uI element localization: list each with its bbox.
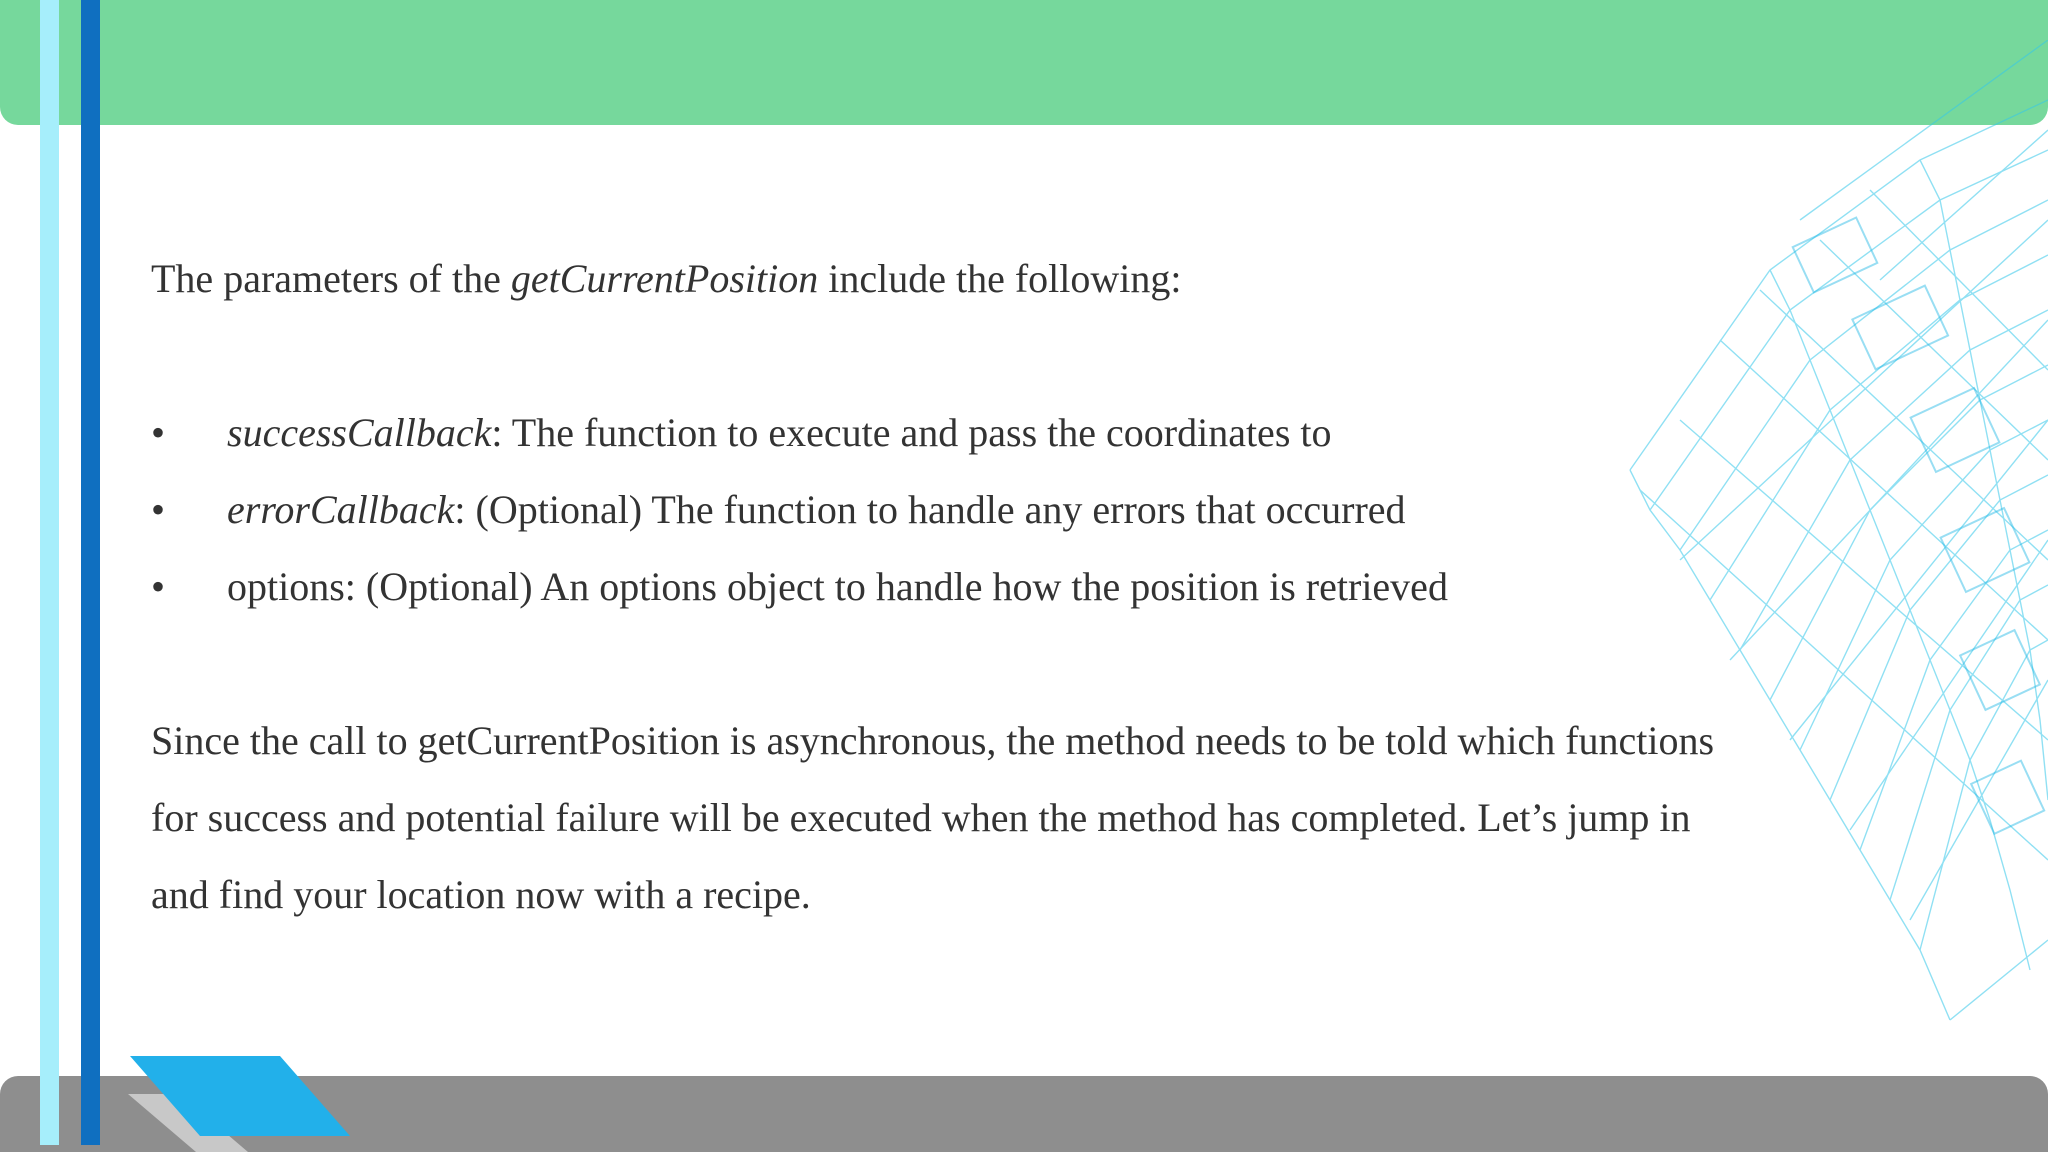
intro-line — [151, 240, 1831, 317]
explanation-line-2: for success and potential failure will be executed when the method has completed. Let’s jump in — [151, 795, 1691, 840]
parameter-description: : The function to execute and pass the coordinates to — [491, 410, 1332, 455]
left-light-stripe — [40, 0, 59, 1145]
intro-method-name: getCurrentPosition — [510, 256, 819, 301]
intro-suffix: include the following: — [818, 256, 1182, 301]
bullet-marker: • — [151, 564, 166, 609]
corner-parallelogram-graphic — [120, 1050, 360, 1152]
parameter-list — [151, 394, 1831, 625]
bullet-marker: • — [151, 487, 166, 532]
slide-body — [151, 240, 1831, 933]
list-item — [151, 471, 1831, 548]
intro-prefix: The parameters of the — [151, 256, 511, 301]
parameter-name: errorCallback — [227, 487, 455, 532]
parameter-description: : (Optional) The function to handle any errors that occurred — [454, 487, 1406, 532]
list-item — [151, 394, 1831, 471]
parameter-name: successCallback — [227, 410, 492, 455]
parameter-description: options: (Optional) An options object to handle how the position is retrieved — [227, 564, 1448, 609]
explanation-line-3: and find your location now with a recipe. — [151, 872, 811, 917]
explanation-line-1: Since the call to getCurrentPosition is asynchronous, the method needs to be told which functions — [151, 718, 1715, 763]
left-dark-stripe — [81, 0, 100, 1145]
bullet-marker: • — [151, 410, 166, 455]
list-item — [151, 548, 1831, 625]
